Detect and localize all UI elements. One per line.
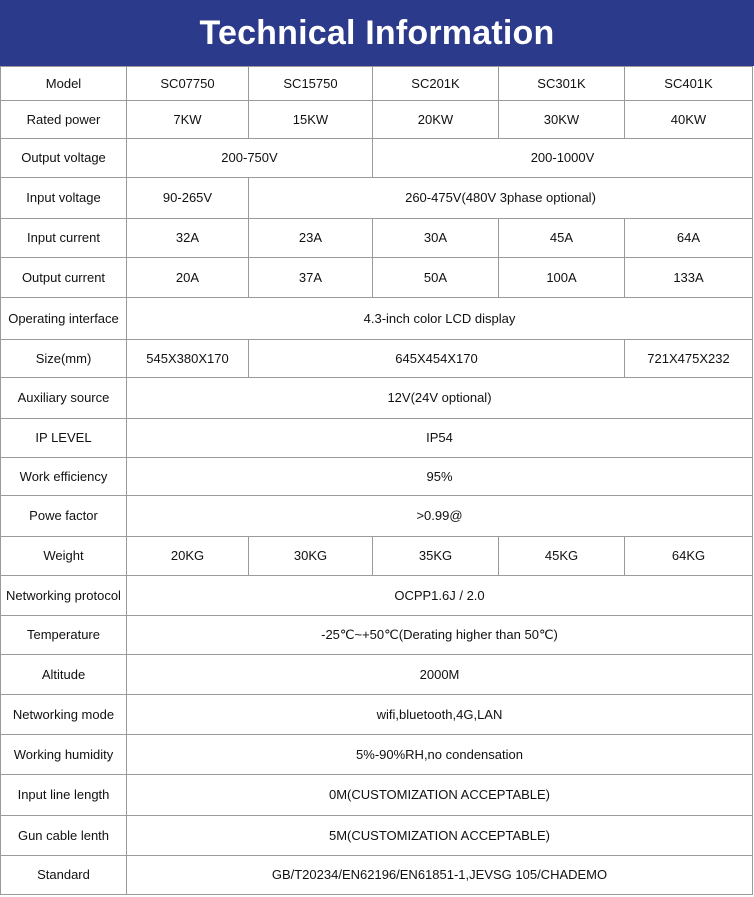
spec-value: 37A xyxy=(249,258,373,298)
spec-value: 5M(CUSTOMIZATION ACCEPTABLE) xyxy=(127,816,753,856)
spec-value: SC07750 xyxy=(127,67,249,101)
row-label: Input line length xyxy=(1,775,127,816)
spec-value: 645X454X170 xyxy=(249,340,625,378)
spec-value: 30KW xyxy=(499,101,625,139)
spec-row xyxy=(1,537,753,576)
spec-row xyxy=(1,735,753,775)
spec-row xyxy=(1,655,753,695)
spec-value: 45A xyxy=(499,219,625,258)
spec-row xyxy=(1,101,753,139)
spec-value: 64KG xyxy=(625,537,753,576)
spec-value: 100A xyxy=(499,258,625,298)
spec-value: -25℃~+50℃(Derating higher than 50℃) xyxy=(127,616,753,655)
row-label: Temperature xyxy=(1,616,127,655)
spec-row xyxy=(1,616,753,655)
spec-row xyxy=(1,67,753,101)
spec-row xyxy=(1,856,753,895)
spec-table xyxy=(0,66,753,895)
row-label: Output voltage xyxy=(1,139,127,178)
spec-value: 20KW xyxy=(373,101,499,139)
spec-value: 12V(24V optional) xyxy=(127,378,753,419)
spec-value: 50A xyxy=(373,258,499,298)
spec-value: wifi,bluetooth,4G,LAN xyxy=(127,695,753,735)
row-label: Input voltage xyxy=(1,178,127,219)
row-label: Output current xyxy=(1,258,127,298)
row-label: Weight xyxy=(1,537,127,576)
spec-value: 64A xyxy=(625,219,753,258)
spec-row xyxy=(1,496,753,537)
row-label: Powe factor xyxy=(1,496,127,537)
spec-value: 0M(CUSTOMIZATION ACCEPTABLE) xyxy=(127,775,753,816)
spec-value: 133A xyxy=(625,258,753,298)
spec-value: SC301K xyxy=(499,67,625,101)
spec-row xyxy=(1,298,753,340)
spec-value: 90-265V xyxy=(127,178,249,219)
spec-value: 721X475X232 xyxy=(625,340,753,378)
spec-row xyxy=(1,178,753,219)
spec-value: 200-750V xyxy=(127,139,373,178)
spec-value: 20KG xyxy=(127,537,249,576)
spec-value: OCPP1.6J / 2.0 xyxy=(127,576,753,616)
spec-value: >0.99@ xyxy=(127,496,753,537)
spec-value: 45KG xyxy=(499,537,625,576)
spec-value: 32A xyxy=(127,219,249,258)
spec-value: 30KG xyxy=(249,537,373,576)
spec-row xyxy=(1,816,753,856)
row-label: Work efficiency xyxy=(1,458,127,496)
spec-row xyxy=(1,775,753,816)
spec-value: 260-475V(480V 3phase optional) xyxy=(249,178,753,219)
title-banner xyxy=(0,0,754,66)
spec-table-body xyxy=(1,67,753,895)
spec-value: GB/T20234/EN62196/EN61851-1,JEVSG 105/CHADEMO xyxy=(127,856,753,895)
spec-row xyxy=(1,378,753,419)
spec-row xyxy=(1,219,753,258)
spec-row xyxy=(1,576,753,616)
row-label: Altitude xyxy=(1,655,127,695)
row-label: Standard xyxy=(1,856,127,895)
spec-value: 30A xyxy=(373,219,499,258)
row-label: Operating interface xyxy=(1,298,127,340)
spec-row xyxy=(1,419,753,458)
spec-row xyxy=(1,258,753,298)
row-label: Gun cable lenth xyxy=(1,816,127,856)
spec-row xyxy=(1,340,753,378)
row-label: Rated power xyxy=(1,101,127,139)
spec-value: 7KW xyxy=(127,101,249,139)
spec-value: 23A xyxy=(249,219,373,258)
row-label: Model xyxy=(1,67,127,101)
spec-value: 2000M xyxy=(127,655,753,695)
spec-value: 545X380X170 xyxy=(127,340,249,378)
spec-value: 20A xyxy=(127,258,249,298)
spec-value: IP54 xyxy=(127,419,753,458)
row-label: Networking protocol xyxy=(1,576,127,616)
spec-row xyxy=(1,458,753,496)
spec-value: SC401K xyxy=(625,67,753,101)
row-label: Working humidity xyxy=(1,735,127,775)
row-label: Size(mm) xyxy=(1,340,127,378)
spec-value: 35KG xyxy=(373,537,499,576)
spec-value: 95% xyxy=(127,458,753,496)
spec-row xyxy=(1,139,753,178)
page-title: Technical Information xyxy=(199,13,555,52)
row-label: IP LEVEL xyxy=(1,419,127,458)
spec-value: 200-1000V xyxy=(373,139,753,178)
spec-value: 40KW xyxy=(625,101,753,139)
spec-value: 5%-90%RH,no condensation xyxy=(127,735,753,775)
row-label: Input current xyxy=(1,219,127,258)
spec-value: 4.3-inch color LCD display xyxy=(127,298,753,340)
spec-value: 15KW xyxy=(249,101,373,139)
row-label: Networking mode xyxy=(1,695,127,735)
row-label: Auxiliary source xyxy=(1,378,127,419)
spec-value: SC15750 xyxy=(249,67,373,101)
spec-value: SC201K xyxy=(373,67,499,101)
spec-row xyxy=(1,695,753,735)
